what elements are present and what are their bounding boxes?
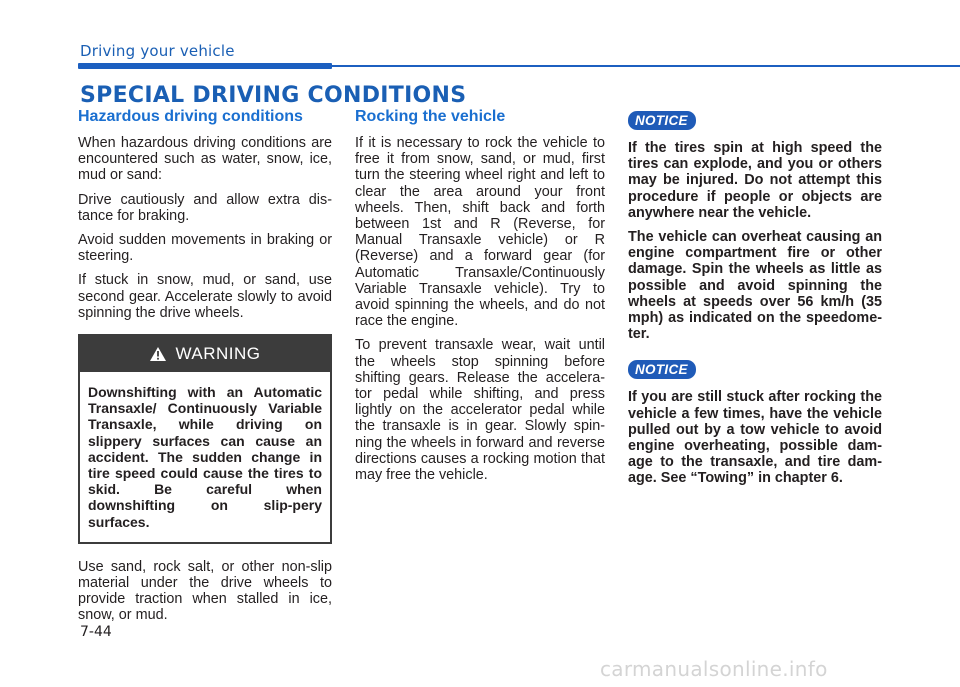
paragraph: If it is necessary to rock the vehicle to free it from snow, sand, or mud, first turn the steering wheel right and left to clear the area around your front wheels. Then, shift back and forth between 1st and R (Reverse, for Manual Transaxle vehicle) or R (Reverse) and a forward gear (for Automatic Transaxle/Continuously Variable Transaxle vehicle). Try to avoid spinning the wheels, and do not race the engine. bbox=[355, 135, 605, 330]
warning-label: WARNING bbox=[175, 344, 261, 364]
notice-badge: NOTICE bbox=[628, 111, 696, 130]
notice-text: If you are still stuck after rocking the vehicle a few times, have the vehicle pulled out by a tow vehicle to avoid engine overheating, possible dam-age to the transaxle, and tire dam-age. See “Towing” in chapter 6. bbox=[628, 389, 882, 487]
warning-header bbox=[80, 336, 330, 372]
paragraph: When hazardous driving conditions are encountered such as water, snow, ice, mud or sand: bbox=[78, 135, 332, 184]
paragraph: Use sand, rock salt, or other non-slip material under the drive wheels to provide traction when stalled in ice, snow, or mud. bbox=[78, 558, 332, 624]
section-title: SPECIAL DRIVING CONDITIONS bbox=[80, 83, 467, 108]
warning-box bbox=[78, 334, 332, 544]
column-rocking-vehicle bbox=[355, 108, 605, 491]
paragraph: If stuck in snow, mud, or sand, use second gear. Accelerate slowly to avoid spinning the drive wheels. bbox=[78, 272, 332, 321]
column-notices bbox=[628, 108, 882, 495]
column-hazardous-driving bbox=[78, 108, 332, 632]
rocking-heading: Rocking the vehicle bbox=[355, 108, 506, 125]
warning-triangle-icon bbox=[149, 346, 167, 362]
notice-text: If the tires spin at high speed the tires can explode, and you or others may be injured. Do not attempt this procedure if people or objects are anywhere near the vehicle. bbox=[628, 140, 882, 221]
paragraph: Avoid sudden movements in braking or steering. bbox=[78, 232, 332, 265]
notice-badge: NOTICE bbox=[628, 360, 696, 379]
header-divider bbox=[332, 65, 960, 67]
warning-text: Downshifting with an Automatic Transaxle/ Continuously Variable Transaxle, while driving on slippery surfaces can cause an accident. The sudden change in tire speed could cause the tires to skid. Be careful when downshifting on slip-pery surfaces. bbox=[88, 384, 322, 530]
notice-text: The vehicle can overheat causing an engine compartment fire or other damage. Spin the wheels as little as possible and avoid spinning the wheels at speeds over 56 km/h (35 mph) as indicated on the speedome-ter. bbox=[628, 229, 882, 343]
watermark: carmanualsonline.info bbox=[600, 657, 828, 681]
paragraph: Drive cautiously and allow extra dis-tance for braking. bbox=[78, 191, 332, 224]
hazardous-heading: Hazardous driving conditions bbox=[78, 108, 303, 125]
chapter-title: Driving your vehicle bbox=[80, 42, 235, 60]
header-accent-bar bbox=[78, 63, 332, 69]
paragraph: To prevent transaxle wear, wait until the wheels stop spinning before shifting gears. Release the accelera-tor pedal while shifting, and press lightly on the accelerator pedal while the transaxle is in gear. Slowly spin-ning the wheels in forward and reverse directions causes a rocking motion that may free the vehicle. bbox=[355, 337, 605, 484]
page-number: 7-44 bbox=[80, 624, 112, 640]
